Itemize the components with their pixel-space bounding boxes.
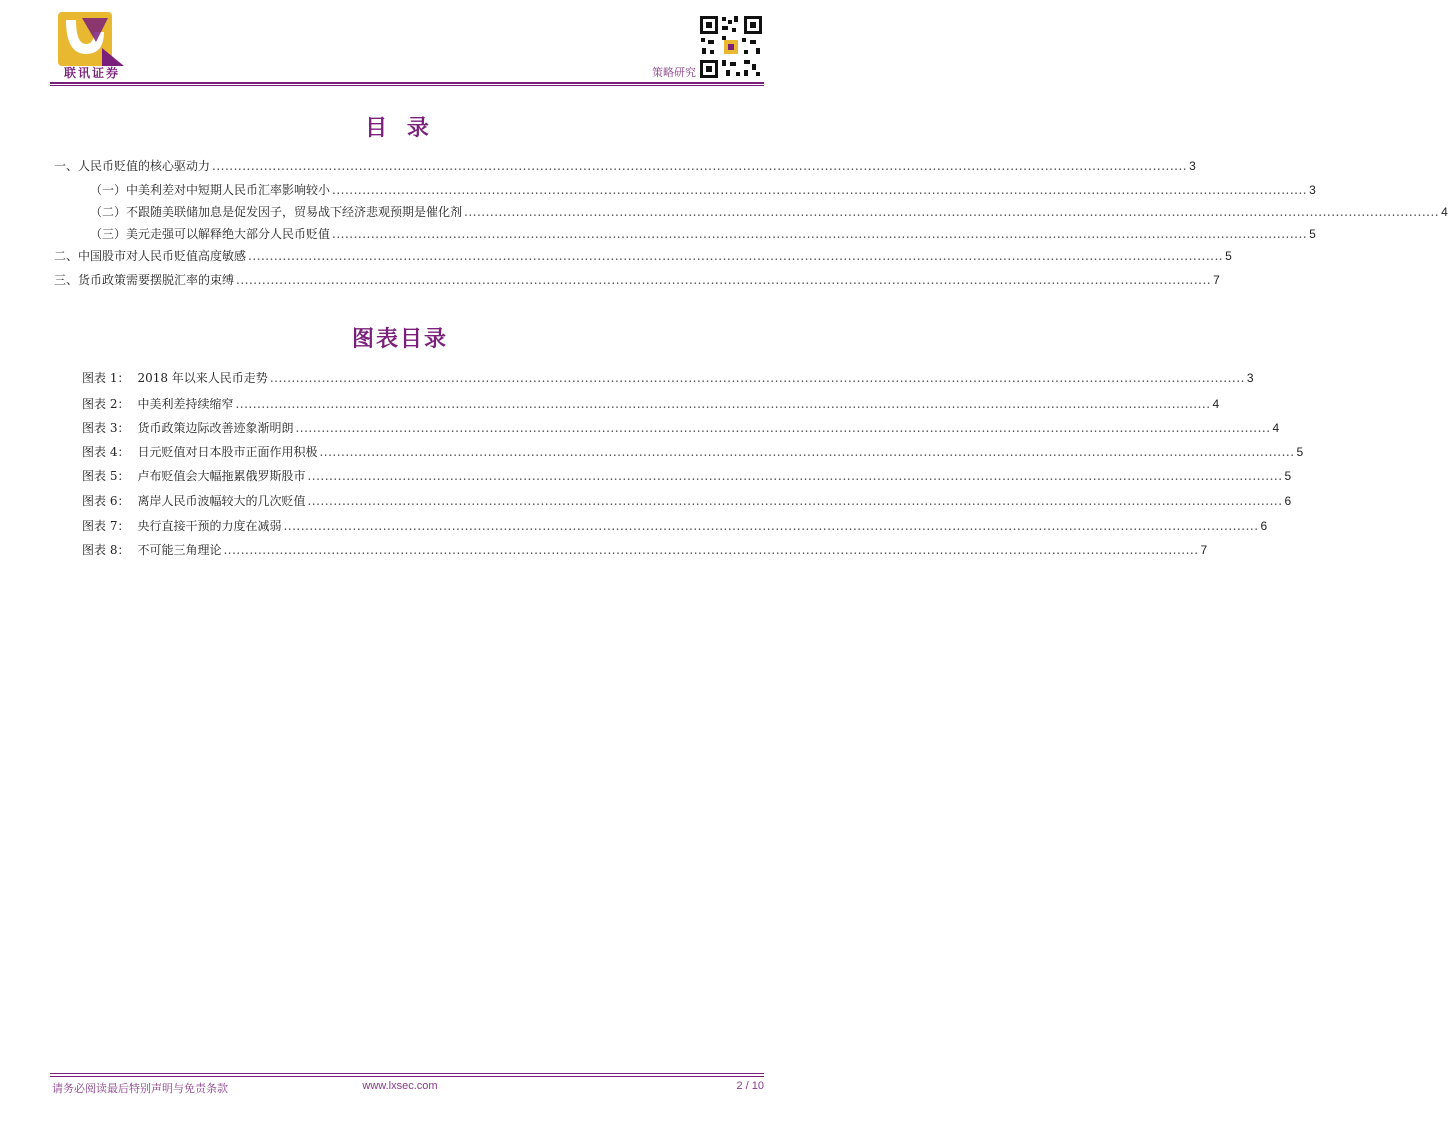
toc-entry-label: 一、人民币贬值的核心驱动力: [54, 159, 211, 173]
toc-entry[interactable]: （三）美元走强可以解释绝大部分人民币贬值 .................................................................................................................................................................................................................................. 5: [90, 227, 1316, 241]
figure-number: 图表 8：: [82, 543, 130, 557]
figure-label: 货币政策边际改善迹象渐明朗: [137, 421, 294, 435]
toc-entry-label: （二）不跟随美联储加息是促发因子，贸易战下经济悲观预期是催化剂: [90, 205, 463, 219]
figure-number: 图表 2：: [82, 397, 130, 411]
figure-label: 离岸人民币波幅较大的几次贬值: [137, 494, 306, 508]
toc-entry[interactable]: 一、人民币贬值的核心驱动力 .................................................................................................................................................................................................................................. 3: [54, 159, 1196, 173]
figure-number: 图表 7：: [82, 519, 130, 533]
page-indicator: 2 / 10: [736, 1080, 764, 1092]
figure-page: 5: [1284, 469, 1292, 483]
figure-page: 6: [1260, 519, 1268, 533]
toc-entry[interactable]: 三、货币政策需要摆脱汇率的束缚 .................................................................................................................................................................................................................................. 7: [54, 273, 1220, 287]
toc-entry-label: 二、中国股市对人民币贬值高度敏感: [54, 249, 247, 263]
figure-number: 图表 3：: [82, 421, 130, 435]
figure-label: 日元贬值对日本股市正面作用积极: [137, 445, 318, 459]
toc-entry-label: （三）美元走强可以解释绝大部分人民币贬值: [90, 227, 331, 241]
figure-page: 3: [1246, 371, 1254, 385]
figure-label: 2018 年以来人民币走势: [137, 371, 268, 385]
section-label: 策略研究: [652, 66, 696, 79]
header-divider: [50, 82, 764, 84]
toc-entry-page: 5: [1309, 227, 1316, 241]
figure-entry[interactable]: 图表 1： 2018 年以来人民币走势 .................................................................................................................................................................................................................................. 3: [82, 371, 1254, 385]
figure-label: 不可能三角理论: [137, 543, 222, 557]
footer-divider: [50, 1073, 764, 1074]
toc-entry-page: 3: [1309, 183, 1316, 197]
figure-entry[interactable]: 图表 2： 中美利差持续缩窄 .................................................................................................................................................................................................................................. 4: [82, 397, 1220, 411]
figure-page: 4: [1212, 397, 1220, 411]
figure-number: 图表 6：: [82, 494, 130, 508]
figures-title: 图表目录: [351, 326, 448, 352]
figure-label: 卢布贬值会大幅拖累俄罗斯股市: [137, 469, 306, 483]
toc-title: 目 录: [365, 115, 435, 141]
figure-label: 央行直接干预的力度在减弱: [137, 519, 282, 533]
footer-website-link[interactable]: www.lxsec.com: [362, 1080, 438, 1092]
toc-entry[interactable]: 二、中国股市对人民币贬值高度敏感 .................................................................................................................................................................................................................................. 5: [54, 249, 1232, 263]
figure-entry[interactable]: 图表 6： 离岸人民币波幅较大的几次贬值 .................................................................................................................................................................................................................................. 6: [82, 494, 1292, 508]
toc-entry[interactable]: （一）中美利差对中短期人民币汇率影响较小 .................................................................................................................................................................................................................................. 3: [90, 183, 1316, 197]
header-divider-thin: [50, 85, 764, 86]
toc-entry-page: 5: [1225, 249, 1232, 263]
footer-disclaimer: 请务必阅读最后特别声明与免责条款: [52, 1082, 228, 1095]
figure-page: 7: [1200, 543, 1208, 557]
toc-entry-page: 3: [1189, 159, 1196, 173]
figure-entry[interactable]: 图表 8： 不可能三角理论 .................................................................................................................................................................................................................................. 7: [82, 543, 1208, 557]
figure-label: 中美利差持续缩窄: [137, 397, 234, 411]
figure-page: 4: [1272, 421, 1280, 435]
figure-number: 图表 4：: [82, 445, 130, 459]
figure-entry[interactable]: 图表 5： 卢布贬值会大幅拖累俄罗斯股市 .................................................................................................................................................................................................................................. 5: [82, 469, 1292, 483]
footer-divider-thin: [50, 1076, 764, 1077]
figure-entry[interactable]: 图表 4： 日元贬值对日本股市正面作用积极 .................................................................................................................................................................................................................................. 5: [82, 445, 1304, 459]
figure-entry[interactable]: 图表 3： 货币政策边际改善迹象渐明朗 .................................................................................................................................................................................................................................. 4: [82, 421, 1280, 435]
figure-entry[interactable]: 图表 7： 央行直接干预的力度在减弱 .................................................................................................................................................................................................................................. 6: [82, 519, 1268, 533]
toc-entry-page: 7: [1213, 273, 1220, 287]
toc-entry-page: 4: [1441, 205, 1448, 219]
figure-page: 6: [1284, 494, 1292, 508]
brand-name: 联讯证券: [63, 66, 120, 80]
toc-entry-label: 三、货币政策需要摆脱汇率的束缚: [54, 273, 235, 287]
qr-code-icon: [698, 14, 764, 80]
figure-page: 5: [1296, 445, 1304, 459]
toc-entry[interactable]: （二）不跟随美联储加息是促发因子，贸易战下经济悲观预期是催化剂 .................................................................................................................................................................................................................................. 4: [90, 205, 1448, 219]
toc-entry-label: （一）中美利差对中短期人民币汇率影响较小: [90, 183, 331, 197]
figure-number: 图表 5：: [82, 469, 130, 483]
figure-number: 图表 1：: [82, 371, 130, 385]
